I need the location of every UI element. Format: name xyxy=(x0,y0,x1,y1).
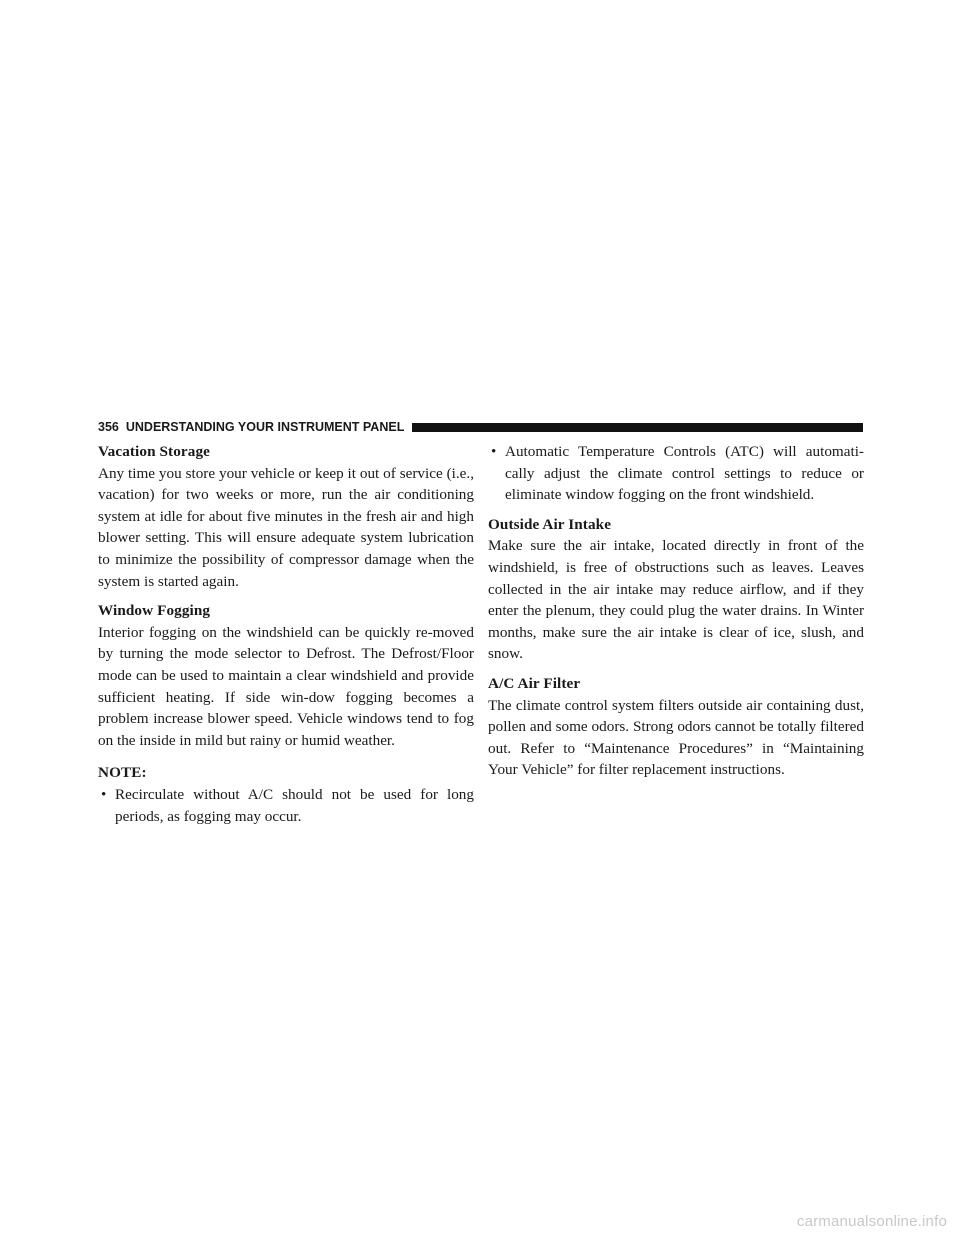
ac-air-filter-body: The climate control system filters outside air containing dust, pollen and some odors. Strong odors cannot be totally filtered out. Refer to “Maintenance Procedures” in “Maintaining Your Vehicle” for filter replacement instructions. xyxy=(488,696,864,779)
list-item xyxy=(98,784,474,827)
list-item xyxy=(488,441,864,506)
bullet-icon: • xyxy=(491,443,497,460)
note-bullet-list xyxy=(98,784,474,827)
section-title: UNDERSTANDING YOUR INSTRUMENT PANEL xyxy=(125,420,405,434)
atc-bullet-text: Automatic Temperature Controls (ATC) will automati-cally adjust the climate control settings to reduce or eliminate window fogging on the front windshield. xyxy=(505,443,864,504)
note-heading: NOTE: xyxy=(98,764,147,782)
page-header xyxy=(98,418,863,436)
left-column xyxy=(98,441,474,827)
note-bullet-text: Recirculate without A/C should not be used for long periods, as fogging may occur. xyxy=(115,785,474,825)
outside-air-intake-heading: Outside Air Intake xyxy=(488,515,612,533)
right-column xyxy=(488,441,864,781)
outside-air-intake-body: Make sure the air intake, located directly in front of the windshield, is free of obstructions such as leaves. Leaves collected in the air intake may reduce airflow, and if they enter the plenum, they could plug the water drains. In Winter months, make sure the air intake is clear of ice, slush, and snow. xyxy=(488,537,864,663)
watermark-text: carmanualsonline.info xyxy=(796,1213,947,1230)
bullet-icon: • xyxy=(101,785,107,803)
ac-air-filter-heading: A/C Air Filter xyxy=(488,674,581,692)
header-rule xyxy=(412,423,863,432)
atc-bullet-list xyxy=(488,441,864,506)
window-fogging-body: Interior fogging on the windshield can be quickly re-moved by turning the mode selector to Defrost. The Defrost/Floor mode can be used to maintain a clear windshield and provide sufficient heating. If side win-dow fogging becomes a problem increase blower speed. Vehicle windows tend to fog on the inside in mild but rainy or humid weather. xyxy=(98,623,474,749)
page-number: 356 xyxy=(98,420,119,434)
window-fogging-heading: Window Fogging xyxy=(98,602,211,620)
vacation-storage-heading: Vacation Storage xyxy=(98,443,210,460)
vacation-storage-body: Any time you store your vehicle or keep it out of service (i.e., vacation) for two weeks or more, run the air conditioning system at idle for about five minutes in the fresh air and high blower setting. This will ensure adequate system lubrication to minimize the possibility of compressor damage when the system is started again. xyxy=(98,464,474,590)
